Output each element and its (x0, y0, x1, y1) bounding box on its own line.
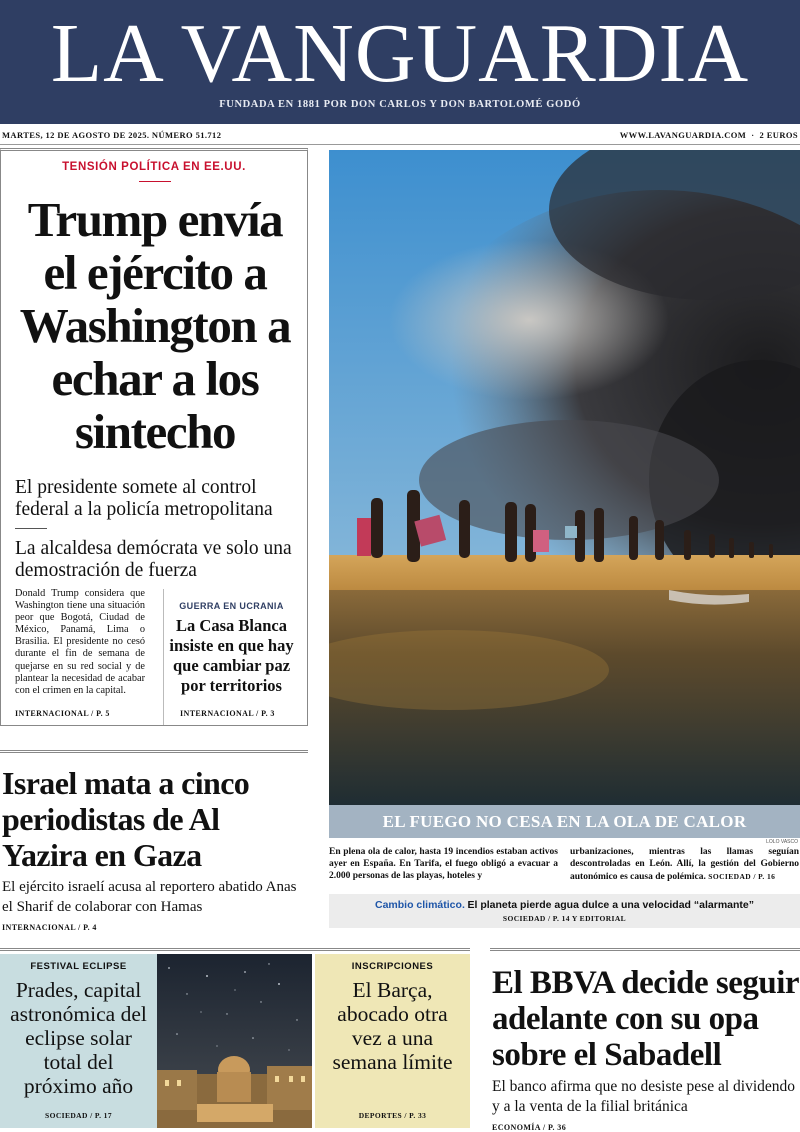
masthead (0, 0, 800, 124)
barca-box (315, 954, 470, 1128)
bbva-headline[interactable]: El BBVA decide seguir adelante con su opa sobre el Sabadell (492, 965, 799, 1073)
price-separator: · (748, 130, 757, 140)
lead-headline[interactable]: Trump envía el ejército a Washington a echar a los sintecho (19, 192, 291, 459)
israel-subheadline: El ejército israelí acusa al reportero abatido Anas el Sharif de colaborar con Hamas (2, 879, 297, 915)
climate-line (329, 899, 800, 911)
caption-column-2-text: urbanizaciones, mientras las llamas seguían descontroladas en León. Allí, la gestión del Gobierno autonómico es causa de polémica. (570, 847, 799, 882)
dateline (0, 127, 800, 145)
climate-page-ref[interactable]: SOCIEDAD / P. 14 Y EDITORIAL (502, 914, 627, 923)
bbva-subheadline: El banco afirma que no desiste pese al dividendo y a la venta de la filial británica (492, 1078, 796, 1115)
lead-story (0, 148, 308, 726)
bbva-story (490, 948, 800, 1132)
israel-headline[interactable]: Israel mata a cinco periodistas de Al Yazira en Gaza (2, 765, 250, 873)
bottom-divider (0, 948, 470, 951)
barca-page-ref[interactable]: DEPORTES / P. 33 (358, 1111, 427, 1120)
climate-box (329, 894, 800, 928)
ukraine-headline[interactable]: La Casa Blanca insiste en que hay que cambiar paz por territorios (169, 616, 294, 695)
website-link[interactable]: WWW.LAVANGUARDIA.COM (619, 130, 747, 140)
barca-kicker: INSCRIPCIONES (351, 961, 434, 972)
eclipse-page-ref[interactable]: SOCIEDAD / P. 17 (45, 1111, 112, 1120)
ukraine-kicker: GUERRA EN UCRANIA (179, 601, 284, 611)
site-and-price (620, 130, 798, 140)
bbva-page-ref[interactable]: ECONOMÍA / P. 36 (492, 1123, 567, 1132)
eclipse-kicker: FESTIVAL ECLIPSE (30, 961, 127, 972)
divider (15, 528, 47, 529)
newspaper-title[interactable]: LA VANGUARDIA (50, 7, 750, 100)
photo-credit: LOLO VASCO (766, 839, 798, 845)
israel-page-ref[interactable]: INTERNACIONAL / P. 4 (2, 923, 97, 932)
price: 2 EUROS (759, 130, 798, 140)
fire-beach-photo (329, 150, 800, 805)
climate-label: Cambio climático. (375, 899, 465, 911)
lead-kicker: TENSIÓN POLÍTICA EN EE.UU. (62, 161, 246, 173)
ukraine-box (163, 589, 299, 725)
issue-date: MARTES, 12 DE AGOSTO DE 2025. NÚMERO 51.712 (2, 130, 222, 140)
lead-subheadline-2: La alcaldesa demócrata ve solo una demostración de fuerza (15, 538, 292, 581)
lead-body: Donald Trump considera que Washington tiene una situación peor que Bogotá, Ciudad de México, Panamá, Lima o Brasilia. El presidente no cesó durante el fin de semana de quejarse en su red social y de plantear la necesidad de acabar con el crimen en la capital. (15, 588, 145, 696)
climate-headline[interactable]: El planeta pierde agua dulce a una velocidad “alarmante” (467, 899, 754, 911)
caption-column-1: En plena ola de calor, hasta 19 incendios estaban activos ayer en España. En Tarifa, el fuego obligó a evacuar a 2.000 personas de las playas, hoteles y (329, 847, 558, 881)
eclipse-headline[interactable]: Prades, capital astronómica del eclipse solar total del próximo año (10, 978, 147, 1098)
barca-headline[interactable]: El Barça, abocado otra vez a una semana límite (332, 978, 453, 1074)
caption-column-2 (570, 847, 799, 883)
photo-caption-title[interactable]: EL FUEGO NO CESA EN LA OLA DE CALOR (329, 805, 800, 838)
eclipse-box (0, 954, 157, 1128)
lead-page-ref[interactable]: INTERNACIONAL / P. 5 (15, 709, 110, 718)
kicker-rule (139, 181, 171, 182)
night-sky-town-photo (157, 954, 312, 1128)
lead-subheadline-1: El presidente somete al control federal a la policía metropolitana (15, 477, 273, 520)
ukraine-page-ref[interactable]: INTERNACIONAL / P. 3 (180, 709, 275, 718)
israel-story (0, 750, 308, 932)
caption-page-ref[interactable]: SOCIEDAD / P. 16 (708, 871, 776, 881)
founded-line: FUNDADA EN 1881 POR DON CARLOS Y DON BARTOLOMÉ GODÓ (219, 99, 581, 110)
